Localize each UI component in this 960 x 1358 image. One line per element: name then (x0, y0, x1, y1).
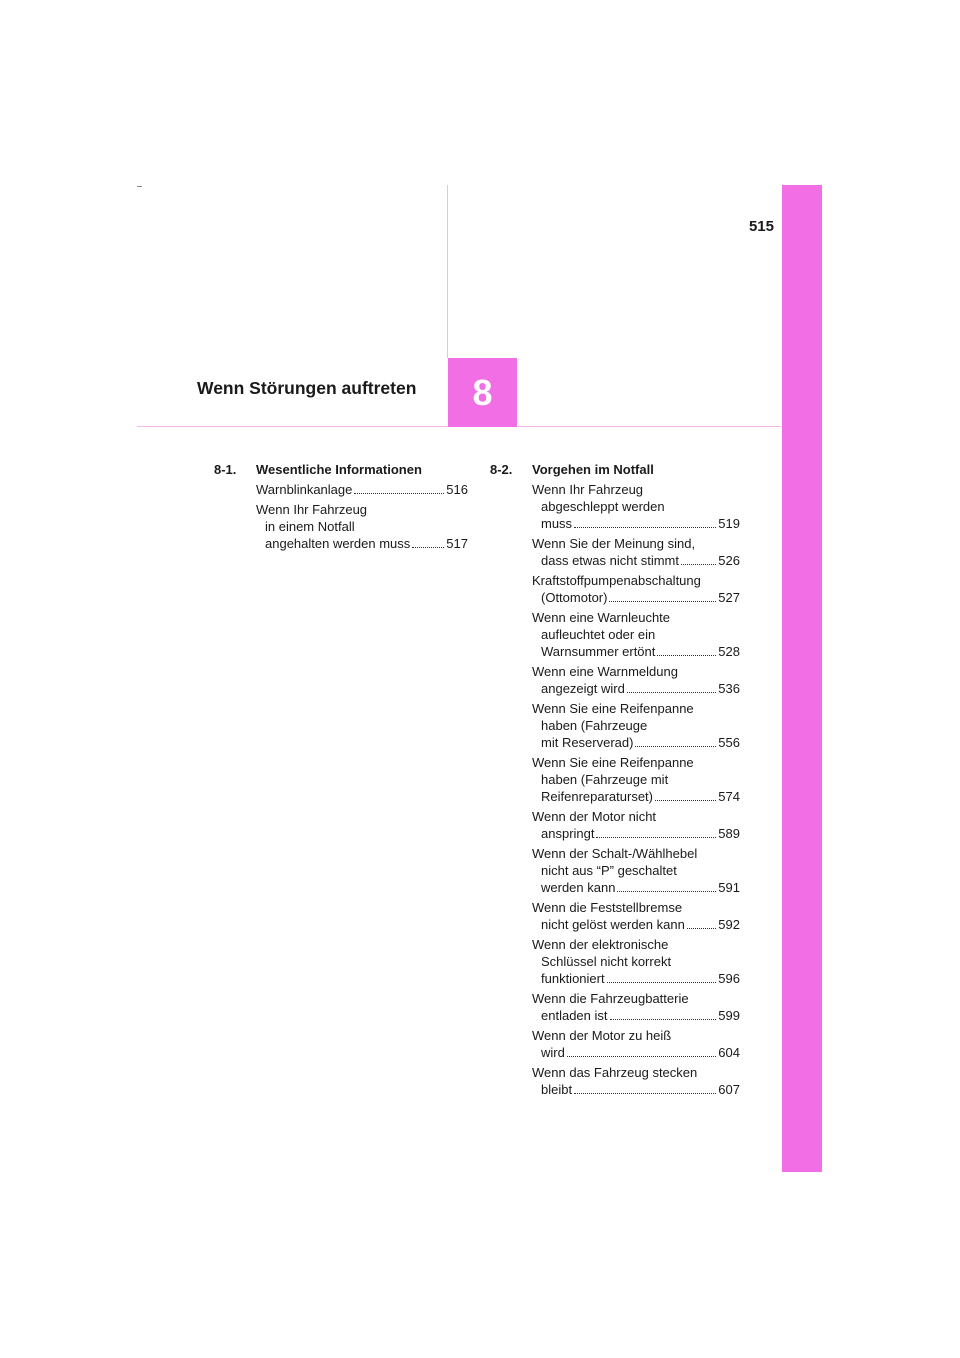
toc-entry-text: funktioniert (541, 971, 605, 986)
toc-entry[interactable] (532, 700, 740, 751)
toc-page-number: 556 (718, 735, 740, 750)
toc-entry-line: Wenn Sie eine Reifenpanne (532, 755, 694, 770)
toc-entry[interactable] (532, 845, 740, 896)
toc-entry-text: anspringt (541, 826, 595, 841)
toc-entry-last-line (256, 535, 468, 552)
toc-entry-line: Wenn das Fahrzeug stecken (532, 1065, 698, 1080)
toc-page-number: 516 (446, 482, 468, 497)
toc-entry-line: Wenn der Motor nicht (532, 809, 657, 824)
toc-entry-line: Kraftstoffpumpenabschaltung (532, 573, 701, 588)
toc-entry-last-line (532, 589, 740, 606)
toc-entry-last-line (532, 680, 740, 697)
toc-page-number: 536 (718, 681, 740, 696)
toc-entry-line: Wenn die Feststellbremse (532, 900, 683, 915)
toc-entry-line: Wenn der elektronische (532, 937, 669, 952)
toc-entry-last-line (532, 643, 740, 660)
toc-entry-line: haben (Fahrzeuge (541, 718, 648, 733)
toc-page-number: 517 (446, 536, 468, 551)
toc-entry-text: dass etwas nicht stimmt (541, 553, 679, 568)
toc-entry-last-line (532, 1081, 740, 1098)
toc-entry[interactable] (532, 609, 740, 660)
toc-entry[interactable] (532, 936, 740, 987)
toc-entry[interactable] (532, 663, 740, 697)
toc-entry[interactable] (532, 1027, 740, 1061)
toc-entry[interactable] (532, 808, 740, 842)
toc-entry-text: muss (541, 516, 573, 531)
toc-entry-last-line (532, 825, 740, 842)
toc-page-number: 527 (718, 590, 740, 605)
dot-leader (574, 1093, 716, 1094)
toc-entry-text: Warnsummer ertönt (541, 644, 656, 659)
dot-leader (412, 547, 444, 548)
toc-entry-line: Schlüssel nicht korrekt (541, 954, 672, 969)
toc-entry-text: (Ottomotor) (541, 590, 608, 605)
toc-entry-line: Wenn Ihr Fahrzeug (256, 502, 368, 517)
toc-page-number: 599 (718, 1008, 740, 1023)
toc-entry-line: Wenn Ihr Fahrzeug (532, 482, 644, 497)
toc-page-number: 574 (718, 789, 740, 804)
dot-leader (617, 891, 716, 892)
toc-entry-text: werden kann (541, 880, 616, 895)
toc-entry-text: angezeigt wird (541, 681, 625, 696)
toc-entry[interactable] (532, 572, 740, 606)
toc-section-8-1 (214, 461, 468, 555)
toc-entry-line: Wenn Sie der Meinung sind, (532, 536, 696, 551)
dot-leader (687, 928, 716, 929)
toc-page-number: 519 (718, 516, 740, 531)
toc-entry-line: Wenn der Motor zu heiß (532, 1028, 672, 1043)
toc-section-8-2 (490, 461, 740, 1101)
chapter-number-box (448, 358, 517, 427)
section-title: Wesentliche Informationen (256, 462, 422, 477)
chapter-number: 8 (472, 371, 493, 413)
toc-entry-text: Reifenreparaturset) (541, 789, 653, 804)
dot-leader (657, 655, 716, 656)
toc-entry-last-line (532, 1007, 740, 1024)
section-title: Vorgehen im Notfall (532, 462, 654, 477)
toc-entry[interactable] (256, 501, 468, 552)
toc-entry[interactable] (532, 1064, 740, 1098)
toc-entry-line: Wenn eine Warnmeldung (532, 664, 678, 679)
section-heading (490, 461, 740, 478)
toc-entry-last-line (532, 552, 740, 569)
toc-entry-text: entladen ist (541, 1008, 608, 1023)
toc-entry-line: Wenn eine Warnleuchte (532, 610, 671, 625)
toc-entry[interactable] (532, 535, 740, 569)
toc-entry-line: in einem Notfall (265, 519, 355, 534)
toc-entry-last-line (256, 481, 468, 498)
toc-entry-line: Wenn der Schalt-/Wählhebel (532, 846, 698, 861)
section-number: 8-2. (490, 462, 513, 477)
dot-leader (610, 1019, 717, 1020)
toc-entry-text: bleibt (541, 1082, 573, 1097)
dot-leader (596, 837, 716, 838)
toc-entry-last-line (532, 1044, 740, 1061)
toc-entries (256, 481, 468, 552)
toc-entry-line: Wenn Sie eine Reifenpanne (532, 701, 694, 716)
toc-entry-line: Wenn die Fahrzeugbatterie (532, 991, 689, 1006)
toc-page-number: 528 (718, 644, 740, 659)
toc-entry-last-line (532, 879, 740, 896)
toc-page-number: 604 (718, 1045, 740, 1060)
toc-entry-line: aufleuchtet oder ein (541, 627, 656, 642)
toc-entry-last-line (532, 970, 740, 987)
toc-entry-last-line (532, 734, 740, 751)
section-number: 8-1. (214, 462, 237, 477)
dot-leader (607, 982, 717, 983)
toc-entry[interactable] (532, 899, 740, 933)
toc-entry[interactable] (532, 990, 740, 1024)
dot-leader (681, 564, 716, 565)
toc-entry-text: nicht gelöst werden kann (541, 917, 685, 932)
dot-leader (574, 527, 716, 528)
toc-entry-text: angehalten werden muss (265, 536, 411, 551)
corner-mark (137, 186, 142, 187)
dot-leader (567, 1056, 716, 1057)
toc-page-number: 607 (718, 1082, 740, 1097)
dot-leader (609, 601, 716, 602)
section-heading (214, 461, 468, 478)
toc-entry-last-line (532, 916, 740, 933)
toc-entry-line: nicht aus “P” geschaltet (541, 863, 677, 878)
toc-entry[interactable] (532, 481, 740, 532)
dot-leader (655, 800, 716, 801)
toc-entry-text: mit Reserverad) (541, 735, 634, 750)
toc-page-number: 589 (718, 826, 740, 841)
dot-leader (635, 746, 716, 747)
toc-entry-last-line (532, 788, 740, 805)
chapter-title: Wenn Störungen auftreten (197, 378, 417, 398)
toc-page-number: 592 (718, 917, 740, 932)
toc-entry-last-line (532, 515, 740, 532)
toc-entry[interactable] (532, 754, 740, 805)
toc-entry-line: haben (Fahrzeuge mit (541, 772, 669, 787)
vertical-rule (447, 185, 448, 358)
toc-entry[interactable] (256, 481, 468, 498)
dot-leader (354, 493, 444, 494)
toc-page-number: 596 (718, 971, 740, 986)
toc-entry-line: abgeschleppt werden (541, 499, 665, 514)
chapter-tab-strip (782, 185, 822, 1172)
toc-page-number: 526 (718, 553, 740, 568)
toc-entry-text: wird (541, 1045, 565, 1060)
page-number: 515 (748, 218, 774, 235)
toc-entries (532, 481, 740, 1098)
dot-leader (627, 692, 716, 693)
toc-page-number: 591 (718, 880, 740, 895)
toc-entry-text: Warnblinkanlage (256, 482, 353, 497)
